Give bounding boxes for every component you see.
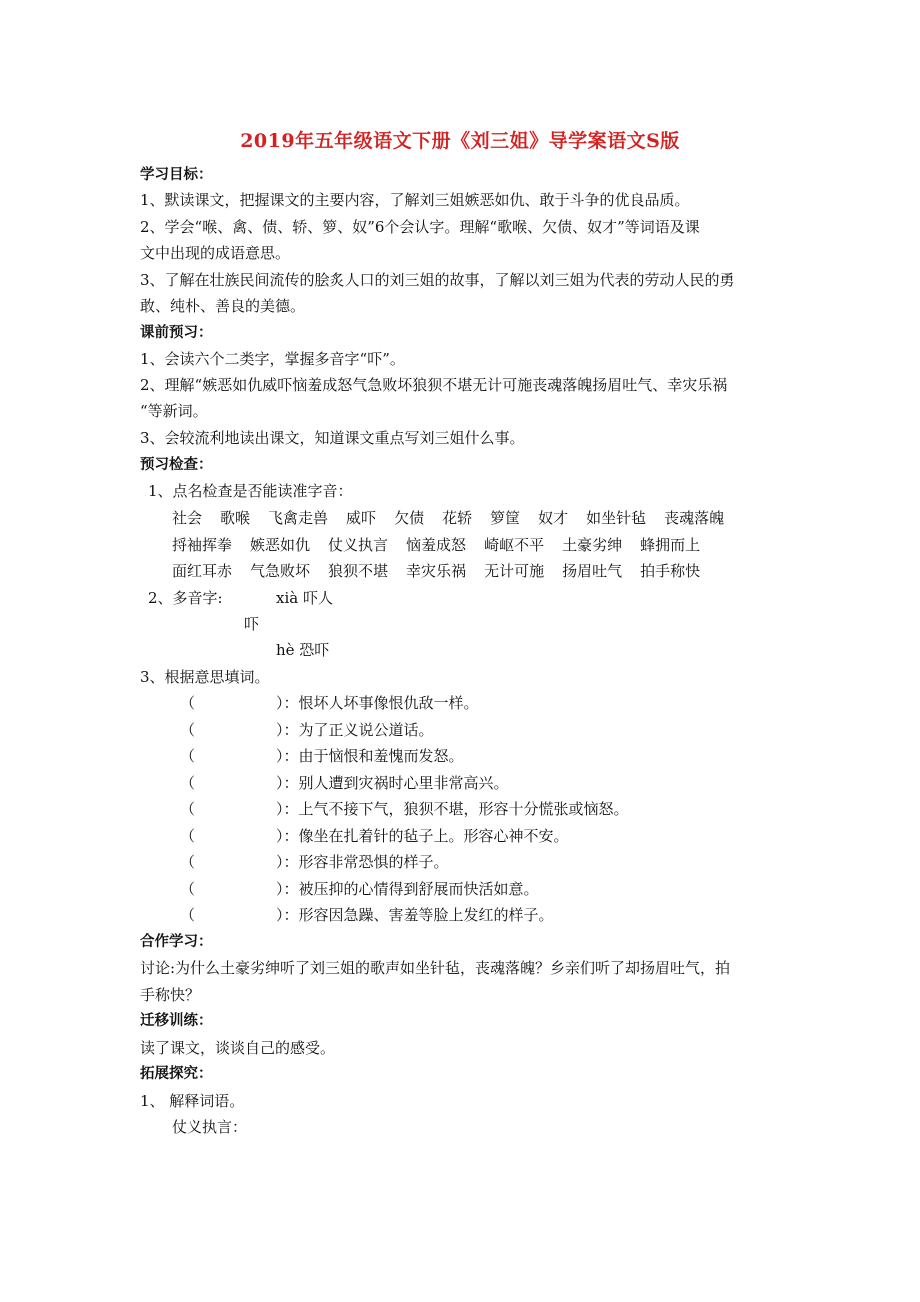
extend-line: 1、 解释词语。 [140,1092,245,1110]
open-paren: （ [180,694,196,712]
fill-definition: ）：恨坏人坏事像恨仇敌一样。 [276,694,479,712]
fill-blank-row [180,826,569,846]
preview-line: 1、会读六个二类字，掌握多音字“吓”。 [140,350,405,368]
word: 幸灾乐祸 [406,562,467,580]
fill-definition: ）：像坐在扎着针的毡子上。形容心神不安。 [276,827,569,845]
word: 丧魂落魄 [664,509,725,527]
word: 威吓 [346,509,377,527]
word: 拍手称快 [640,562,701,580]
fill-blank-row [180,746,464,766]
fill-blank-row [180,799,629,819]
check-heading: 预习检查： [140,457,213,473]
word: 嫉恶如仇 [250,536,311,554]
word: 捋袖挥拳 [172,536,233,554]
word: 恼羞成怒 [406,536,467,554]
word: 气急败坏 [250,562,311,580]
word: 花轿 [442,509,473,527]
word: 歌喉 [220,509,251,527]
open-paren: （ [180,800,196,818]
fill-definition: ）：为了正义说公道话。 [276,721,434,739]
preview-line: 2、理解“嫉恶如仇威吓恼羞成怒气急败坏狼狈不堪无计可施丧魂落魄扬眉吐气、幸灾乐祸 [140,376,728,394]
word-row-1 [172,508,742,528]
preview-line: “等新词。 [140,402,208,420]
open-paren: （ [180,721,196,739]
word: 奴才 [538,509,569,527]
polyphone-char: 吓 [244,615,260,633]
open-paren: （ [180,880,196,898]
check-q3: 3、根据意思填词。 [140,668,270,686]
transfer-line: 读了课文，谈谈自己的感受。 [140,1039,336,1057]
word: 如坐针毡 [586,509,647,527]
open-paren: （ [180,747,196,765]
coop-line: 讨论:为什么土豪劣绅听了刘三姐的歌声如坐针毡，丧魂落魄？乡亲们听了却扬眉吐气，拍 [140,959,731,977]
fill-blank-row [180,720,434,740]
check-q1: 1、点名检查是否能读准字音： [148,482,353,500]
extend-line: 仗义执言： [172,1118,248,1136]
open-paren: （ [180,906,196,924]
word: 扬眉吐气 [562,562,623,580]
objective-line: 敢、纯朴、善良的美德。 [140,297,306,315]
objective-line: 文中出现的成语意思。 [140,244,291,262]
word: 蜂拥而上 [640,536,701,554]
open-paren: （ [180,853,196,871]
coop-heading: 合作学习： [140,934,213,950]
page-title: 2019年五年级语文下册《刘三姐》导学案语文S版 [240,130,680,152]
objective-line: 1、默读课文，把握课文的主要内容，了解刘三姐嫉恶如仇、敢于斗争的优良品质。 [140,191,690,209]
word: 社会 [172,509,203,527]
word: 欠债 [394,509,425,527]
fill-blank-row [180,905,554,925]
fill-blank-row [180,693,479,713]
polyphone-he: hè 恐吓 [276,641,330,659]
word-row-3 [172,561,718,581]
fill-definition: ）：由于恼恨和羞愧而发怒。 [276,747,464,765]
word: 箩筐 [490,509,521,527]
word: 狼狈不堪 [328,562,389,580]
fill-definition: ）：别人遭到灾祸时心里非常高兴。 [276,774,509,792]
fill-definition: ）：形容因急躁、害羞等脸上发红的样子。 [276,906,554,924]
word: 崎岖不平 [484,536,545,554]
check-q2: 2、多音字: [148,589,223,607]
fill-definition: ）：被压抑的心情得到舒展而快活如意。 [276,880,539,898]
fill-blank-row [180,879,539,899]
extend-heading: 拓展探究： [140,1066,213,1082]
transfer-heading: 迁移训练： [140,1013,213,1029]
word: 无计可施 [484,562,545,580]
fill-blank-row [180,852,449,872]
coop-line: 手称快？ [140,986,201,1004]
word: 飞禽走兽 [268,509,329,527]
word: 土豪劣绅 [562,536,623,554]
open-paren: （ [180,827,196,845]
fill-definition: ）：上气不接下气，狼狈不堪，形容十分慌张或恼怒。 [276,800,629,818]
polyphone-xia: xià 吓人 [276,589,333,607]
preview-line: 3、会较流利地读出课文，知道课文重点写刘三姐什么事。 [140,429,525,447]
objective-line: 2、学会“喉、禽、债、轿、箩、奴”6个会认字。理解“歌喉、欠债、奴才”等词语及课 [140,218,700,236]
word-row-2 [172,535,718,555]
word: 面红耳赤 [172,562,233,580]
word: 仗义执言 [328,536,389,554]
objectives-heading: 学习目标： [140,167,213,183]
objective-line: 3、了解在壮族民间流传的脍炙人口的刘三姐的故事，了解以刘三姐为代表的劳动人民的勇 [140,271,735,289]
fill-blank-row [180,773,509,793]
preview-heading: 课前预习： [140,325,213,341]
fill-definition: ）：形容非常恐惧的样子。 [276,853,449,871]
open-paren: （ [180,774,196,792]
